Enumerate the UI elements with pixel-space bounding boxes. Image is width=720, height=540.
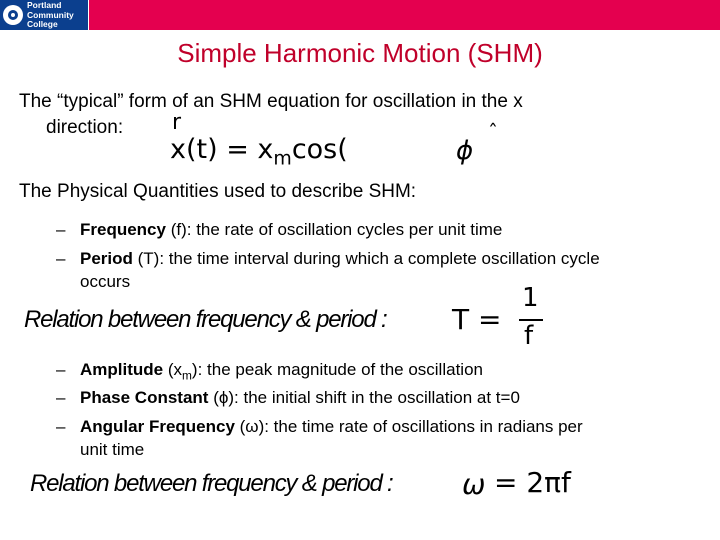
vector-mark: r (172, 110, 182, 135)
desc-amplitude-sub: m (182, 368, 192, 383)
equation-phi: ϕ (456, 136, 474, 166)
relation1-numerator: 1 (522, 283, 539, 313)
logo-line-3: College (27, 19, 58, 29)
relation-label-2: Relation between frequency & period : (30, 470, 393, 497)
bullet-phase-constant (56, 386, 520, 409)
bullet-frequency (56, 218, 503, 241)
desc-phase-constant: (ϕ): the initial shift in the oscillation at t=0 (208, 388, 520, 407)
equation-rhs: cos( (291, 134, 348, 165)
equation-sub: m (273, 147, 292, 170)
relation2-omega: ω (462, 468, 486, 501)
equation-lhs: x(t) = x (170, 134, 274, 165)
bullet-period-cont: occurs (80, 272, 131, 291)
relation1-lhs: T = (452, 303, 502, 336)
desc-frequency: (f): the rate of oscillation cycles per unit time (165, 220, 503, 239)
desc-amplitude-post: ): the peak magnitude of the oscillation (191, 360, 483, 379)
bullet-angular-frequency (56, 415, 583, 438)
relation1-denominator: f (524, 321, 534, 351)
bullet-angular-frequency-cont: unit time (80, 440, 145, 459)
logo-line-2: Community (27, 9, 74, 20)
slide-title: Simple Harmonic Motion (SHM) (177, 38, 543, 68)
logo-mark-icon (3, 5, 23, 25)
bullet-amplitude (56, 358, 483, 387)
bullet-dash: – (56, 249, 66, 268)
logo-line-1: Portland (27, 0, 62, 10)
bullet-period (56, 247, 600, 270)
intro-line-2: direction: (46, 117, 124, 138)
term-phase-constant: Phase Constant (80, 388, 209, 407)
intro-line-1: The “typical” form of an SHM equation for oscillation in the x (19, 91, 523, 112)
bullet-dash: – (56, 220, 66, 239)
desc-angular-frequency: (ω): the time rate of oscillations in radians per (234, 417, 583, 436)
quantities-heading: The Physical Quantities used to describe SHM: (19, 181, 417, 202)
bullet-dash: – (56, 388, 66, 407)
relation2-rhs: = 2πf (494, 466, 571, 499)
bullet-dash: – (56, 417, 66, 436)
desc-amplitude-pre: (x (163, 360, 182, 379)
term-amplitude: Amplitude (80, 360, 164, 379)
term-period: Period (80, 249, 133, 268)
college-logo (0, 0, 89, 30)
bullet-dash: – (56, 360, 66, 379)
term-frequency: Frequency (80, 220, 166, 239)
desc-period: (T): the time interval during which a complete oscillation cycle (132, 249, 600, 268)
term-angular-frequency: Angular Frequency (80, 417, 235, 436)
equation-hat: ˆ (488, 120, 498, 144)
logo-text (27, 1, 87, 30)
equation-body (170, 134, 348, 174)
relation-label-1: Relation between frequency & period : (24, 306, 387, 333)
header-bar (0, 0, 720, 30)
